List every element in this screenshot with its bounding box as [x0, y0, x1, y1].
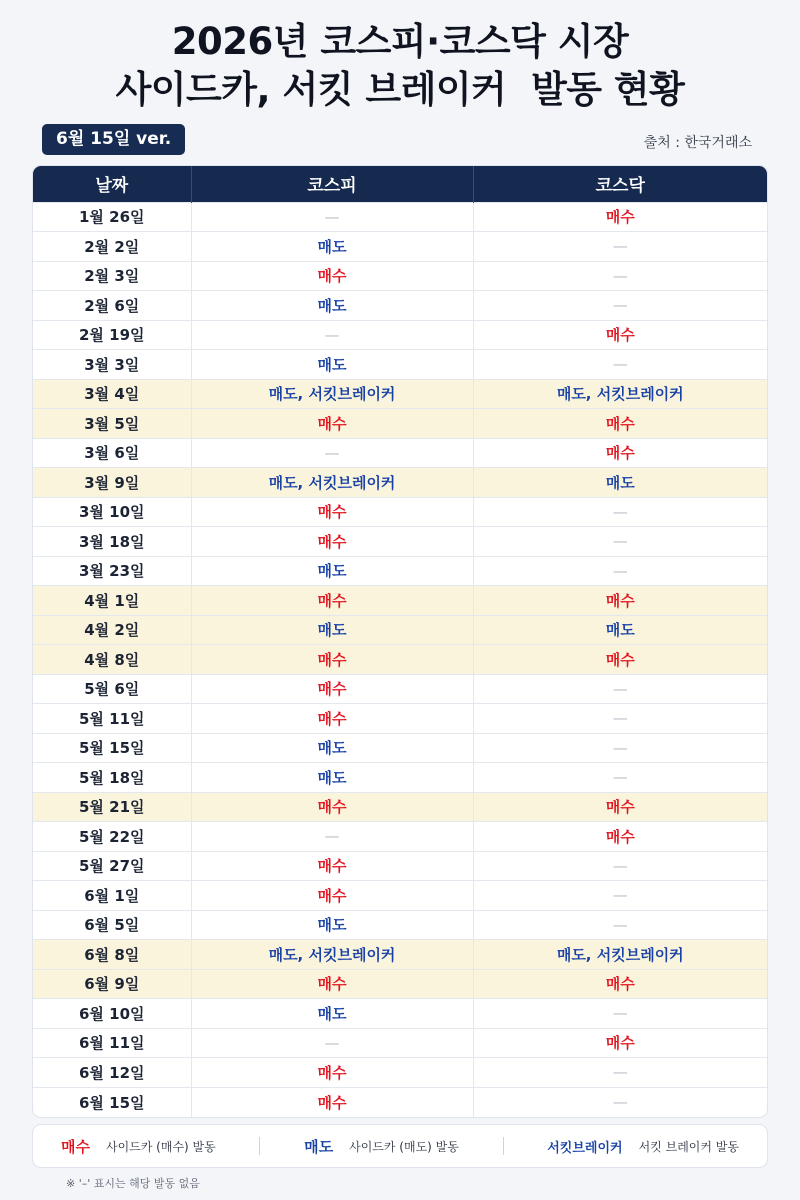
- table-row: [33, 674, 767, 704]
- cell-kosdaq: 매수: [473, 1028, 767, 1058]
- table-row: [33, 232, 767, 262]
- table-row: [33, 615, 767, 645]
- source-label: 출처 : 한국거래소: [643, 135, 752, 151]
- cell-date: 3월 6일: [33, 438, 191, 468]
- table-row: [33, 822, 767, 852]
- legend-divider: [259, 1137, 260, 1155]
- cell-kosdaq: —: [473, 999, 767, 1029]
- table-row: [33, 763, 767, 793]
- cell-kosdaq: 매도, 서킷브레이커: [473, 940, 767, 970]
- table-row: [33, 940, 767, 970]
- cell-kosdaq: —: [473, 497, 767, 527]
- cell-date: 6월 10일: [33, 999, 191, 1029]
- cell-kosdaq: —: [473, 763, 767, 793]
- cell-kospi: 매수: [191, 792, 473, 822]
- cell-date: 4월 8일: [33, 645, 191, 675]
- table-row: [33, 586, 767, 616]
- cell-date: 2월 6일: [33, 291, 191, 321]
- legend-item-buy: [61, 1136, 216, 1157]
- table-row: [33, 497, 767, 527]
- cell-kospi: —: [191, 1028, 473, 1058]
- cell-kosdaq: —: [473, 350, 767, 380]
- cell-kosdaq: 매수: [473, 438, 767, 468]
- cell-kospi: 매수: [191, 645, 473, 675]
- cell-kospi: 매도: [191, 733, 473, 763]
- cell-kosdaq: 매수: [473, 202, 767, 232]
- cell-kosdaq: —: [473, 1058, 767, 1088]
- cell-date: 3월 4일: [33, 379, 191, 409]
- legend: [32, 1124, 768, 1168]
- cell-kospi: —: [191, 822, 473, 852]
- cell-date: 3월 23일: [33, 556, 191, 586]
- table-header-row: [33, 166, 767, 202]
- cell-kospi: 매도, 서킷브레이커: [191, 940, 473, 970]
- cell-kospi: 매수: [191, 969, 473, 999]
- table-row: [33, 527, 767, 557]
- cell-kosdaq: —: [473, 704, 767, 734]
- cell-date: 3월 18일: [33, 527, 191, 557]
- version-badge: 6월 15일 ver.: [42, 124, 185, 155]
- cell-date: 5월 21일: [33, 792, 191, 822]
- table-row: [33, 792, 767, 822]
- cell-kosdaq: —: [473, 1087, 767, 1117]
- cell-kospi: 매도, 서킷브레이커: [191, 468, 473, 498]
- table-row: [33, 438, 767, 468]
- cell-date: 5월 18일: [33, 763, 191, 793]
- cell-kospi: 매수: [191, 261, 473, 291]
- cell-date: 3월 10일: [33, 497, 191, 527]
- cell-kospi: 매도: [191, 763, 473, 793]
- cell-kospi: 매수: [191, 409, 473, 439]
- cell-kosdaq: 매수: [473, 409, 767, 439]
- cell-kosdaq: 매도: [473, 615, 767, 645]
- cell-kosdaq: 매수: [473, 969, 767, 999]
- cell-date: 3월 5일: [33, 409, 191, 439]
- cell-kosdaq: 매수: [473, 645, 767, 675]
- cell-kosdaq: —: [473, 851, 767, 881]
- cell-kospi: 매도: [191, 615, 473, 645]
- cell-date: 2월 3일: [33, 261, 191, 291]
- cell-kosdaq: 매도, 서킷브레이커: [473, 379, 767, 409]
- cell-kospi: 매수: [191, 1087, 473, 1117]
- cell-date: 2월 19일: [33, 320, 191, 350]
- cell-date: 5월 6일: [33, 674, 191, 704]
- cell-kospi: 매수: [191, 851, 473, 881]
- cell-kospi: 매수: [191, 704, 473, 734]
- cell-date: 4월 2일: [33, 615, 191, 645]
- legend-desc-circuit-breaker: 서킷 브레이커 발동: [638, 1139, 739, 1154]
- table-row: [33, 733, 767, 763]
- cell-kospi: 매도: [191, 232, 473, 262]
- cell-kospi: 매수: [191, 674, 473, 704]
- cell-kosdaq: —: [473, 733, 767, 763]
- cell-kosdaq: 매수: [473, 822, 767, 852]
- cell-kosdaq: 매수: [473, 586, 767, 616]
- table-row: [33, 1058, 767, 1088]
- legend-item-sell: [304, 1136, 459, 1157]
- cell-kosdaq: —: [473, 291, 767, 321]
- legend-item-circuit-breaker: [547, 1137, 739, 1156]
- cell-kosdaq: 매수: [473, 792, 767, 822]
- cell-date: 3월 9일: [33, 468, 191, 498]
- table-row: [33, 1087, 767, 1117]
- table-row: [33, 704, 767, 734]
- cell-date: 6월 5일: [33, 910, 191, 940]
- cell-kospi: 매도: [191, 350, 473, 380]
- table-body: [33, 202, 767, 1117]
- cell-kospi: 매도: [191, 999, 473, 1029]
- cell-date: 6월 15일: [33, 1087, 191, 1117]
- cell-date: 2월 2일: [33, 232, 191, 262]
- legend-key-sell: 매도: [304, 1137, 334, 1156]
- table-row: [33, 379, 767, 409]
- cell-date: 6월 8일: [33, 940, 191, 970]
- footnote: ※ '–' 표시는 해당 발동 없음: [66, 1177, 200, 1190]
- cell-kosdaq: —: [473, 881, 767, 911]
- cell-kospi: 매수: [191, 881, 473, 911]
- cell-date: 5월 11일: [33, 704, 191, 734]
- cell-kospi: 매수: [191, 1058, 473, 1088]
- cell-kosdaq: —: [473, 910, 767, 940]
- cell-date: 6월 9일: [33, 969, 191, 999]
- cell-kospi: 매도: [191, 910, 473, 940]
- table-row: [33, 261, 767, 291]
- cell-date: 6월 12일: [33, 1058, 191, 1088]
- cell-kosdaq: —: [473, 232, 767, 262]
- cell-kospi: —: [191, 202, 473, 232]
- cell-kosdaq: 매도: [473, 468, 767, 498]
- column-header-kosdaq: 코스닥: [473, 166, 767, 202]
- cell-date: 1월 26일: [33, 202, 191, 232]
- legend-divider: [503, 1137, 504, 1155]
- table-row: [33, 881, 767, 911]
- table-row: [33, 468, 767, 498]
- table-row: [33, 645, 767, 675]
- cell-kosdaq: —: [473, 556, 767, 586]
- cell-kospi: 매수: [191, 527, 473, 557]
- cell-date: 6월 11일: [33, 1028, 191, 1058]
- table-row: [33, 910, 767, 940]
- cell-date: 4월 1일: [33, 586, 191, 616]
- cell-kospi: 매도: [191, 291, 473, 321]
- legend-key-circuit-breaker: 서킷브레이커: [547, 1140, 623, 1156]
- cell-kospi: —: [191, 320, 473, 350]
- cell-kosdaq: —: [473, 527, 767, 557]
- table-row: [33, 969, 767, 999]
- legend-desc-buy: 사이드카 (매수) 발동: [105, 1139, 216, 1154]
- table-row: [33, 320, 767, 350]
- table-row: [33, 999, 767, 1029]
- table-row: [33, 851, 767, 881]
- cell-date: 6월 1일: [33, 881, 191, 911]
- cell-kospi: —: [191, 438, 473, 468]
- table-row: [33, 350, 767, 380]
- cell-kospi: 매수: [191, 586, 473, 616]
- title-line-1: 2026년 코스피·코스닥 시장: [171, 20, 629, 63]
- table-row: [33, 202, 767, 232]
- legend-desc-sell: 사이드카 (매도) 발동: [349, 1139, 459, 1154]
- cell-kosdaq: —: [473, 674, 767, 704]
- trigger-table: [33, 166, 767, 1117]
- column-header-kospi: 코스피: [191, 166, 473, 202]
- cell-date: 5월 27일: [33, 851, 191, 881]
- cell-date: 5월 15일: [33, 733, 191, 763]
- cell-kosdaq: —: [473, 261, 767, 291]
- cell-kosdaq: 매수: [473, 320, 767, 350]
- table-row: [33, 291, 767, 321]
- page-title: [0, 18, 800, 114]
- table-row: [33, 409, 767, 439]
- trigger-table-container: [32, 165, 768, 1118]
- cell-kospi: 매도: [191, 556, 473, 586]
- legend-key-buy: 매수: [61, 1137, 90, 1156]
- cell-date: 5월 22일: [33, 822, 191, 852]
- cell-kospi: 매수: [191, 497, 473, 527]
- table-row: [33, 1028, 767, 1058]
- column-header-date: 날짜: [33, 166, 191, 202]
- cell-kospi: 매도, 서킷브레이커: [191, 379, 473, 409]
- table-row: [33, 556, 767, 586]
- title-line-2: 사이드카, 서킷 브레이커 발동 현황: [115, 68, 685, 111]
- cell-date: 3월 3일: [33, 350, 191, 380]
